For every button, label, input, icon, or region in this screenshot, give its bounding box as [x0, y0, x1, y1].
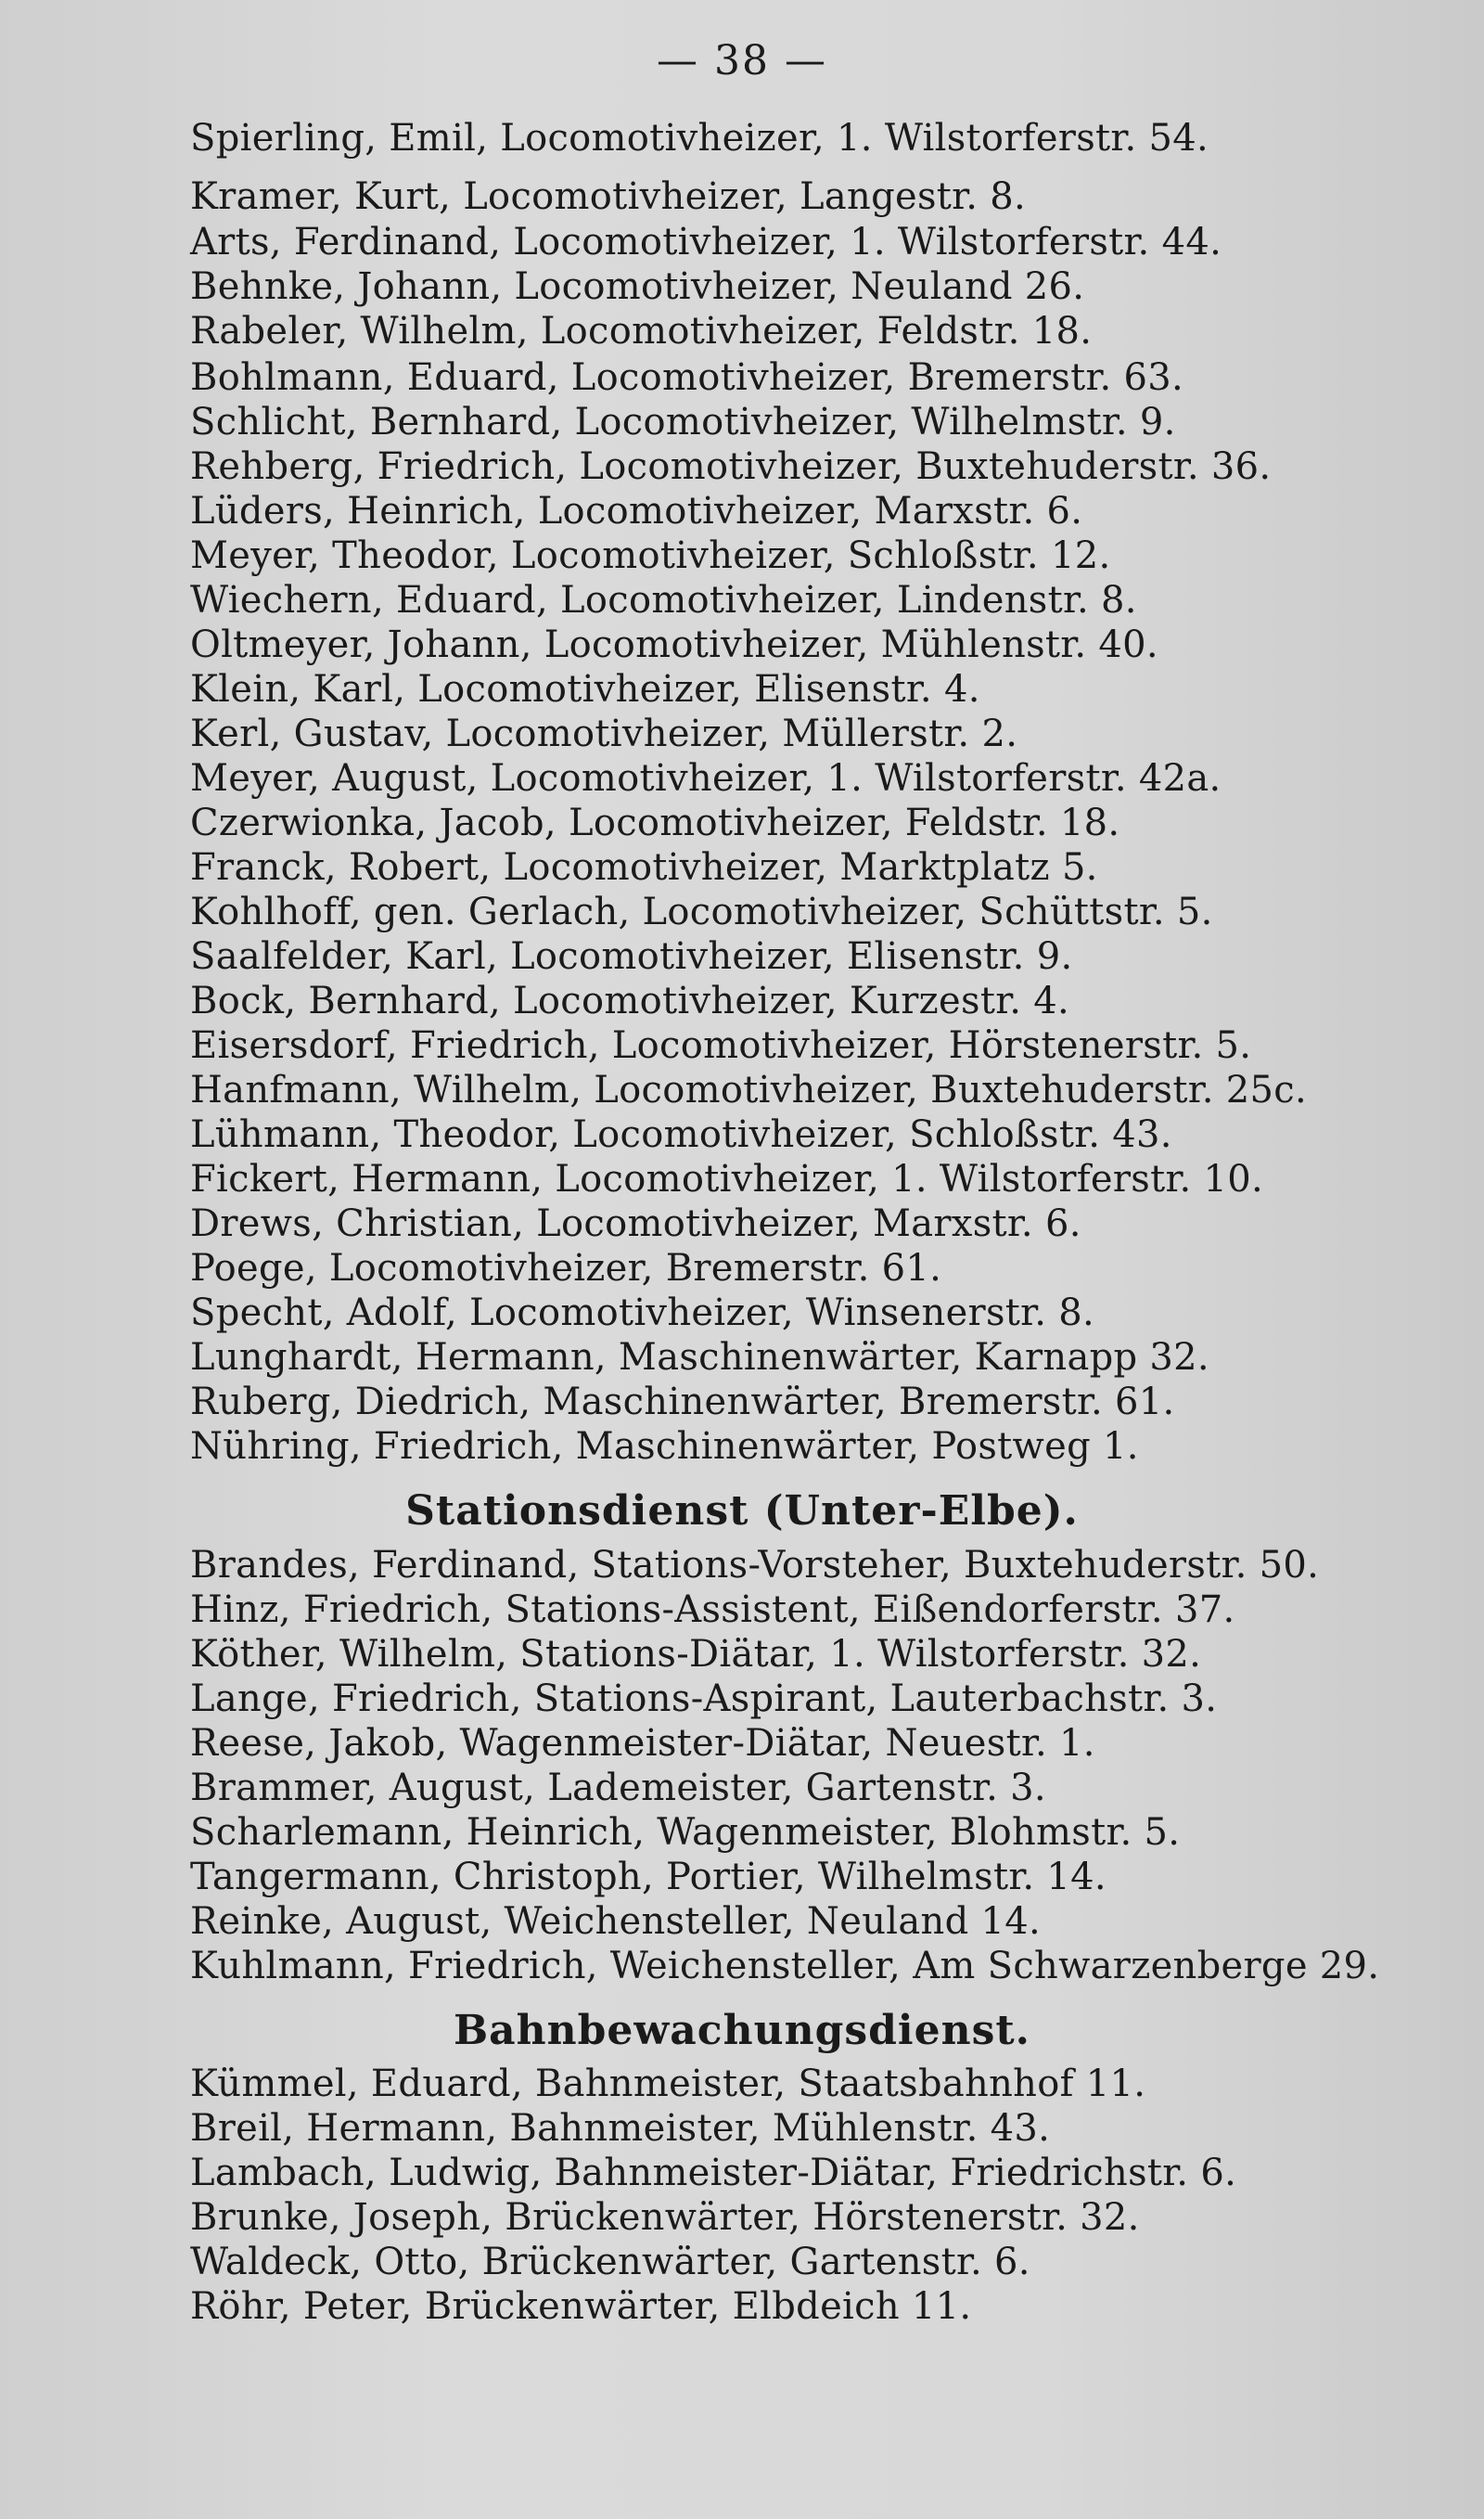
- list-item: Schlicht, Bernhard, Locomotivheizer, Wilhelmstr. 9.: [190, 401, 1176, 443]
- list-item: Meyer, August, Locomotivheizer, 1. Wilstorferstr. 42a.: [190, 757, 1222, 800]
- list-item: Fickert, Hermann, Locomotivheizer, 1. Wilstorferstr. 10.: [190, 1158, 1264, 1201]
- list-item: Hanfmann, Wilhelm, Locomotivheizer, Buxtehuderstr. 25c.: [190, 1069, 1307, 1112]
- list-item: Ruberg, Diedrich, Maschinenwärter, Bremerstr. 61.: [190, 1381, 1175, 1423]
- list-item: Bock, Bernhard, Locomotivheizer, Kurzestr. 4.: [190, 980, 1070, 1022]
- list-item: Kramer, Kurt, Locomotivheizer, Langestr. 8.: [190, 175, 1027, 218]
- list-item: Brunke, Joseph, Brückenwärter, Hörstenerstr. 32.: [190, 2196, 1140, 2239]
- list-item: Klein, Karl, Locomotivheizer, Elisenstr. 4.: [190, 668, 980, 711]
- list-item: Röhr, Peter, Brückenwärter, Elbdeich 11.: [190, 2285, 972, 2328]
- list-item: Köther, Wilhelm, Stations-Diätar, 1. Wilstorferstr. 32.: [190, 1633, 1202, 1676]
- list-item: Specht, Adolf, Locomotivheizer, Winsenerstr. 8.: [190, 1292, 1094, 1334]
- list-item: Czerwionka, Jacob, Locomotivheizer, Feldstr. 18.: [190, 802, 1120, 844]
- list-item: Kuhlmann, Friedrich, Weichensteller, Am Schwarzenberge 29.: [190, 1945, 1380, 1987]
- list-item: Kerl, Gustav, Locomotivheizer, Müllerstr. 2.: [190, 713, 1018, 755]
- list-item: Poege, Locomotivheizer, Bremerstr. 61.: [190, 1247, 942, 1290]
- list-item: Arts, Ferdinand, Locomotivheizer, 1. Wilstorferstr. 44.: [190, 221, 1222, 263]
- list-item: Eisersdorf, Friedrich, Locomotivheizer, Hörstenerstr. 5.: [190, 1024, 1252, 1067]
- list-item: Behnke, Johann, Locomotivheizer, Neuland 26.: [190, 265, 1085, 308]
- list-item: Wiechern, Eduard, Locomotivheizer, Lindenstr. 8.: [190, 579, 1137, 622]
- list-item: Breil, Hermann, Bahnmeister, Mühlenstr. 43.: [190, 2107, 1051, 2150]
- list-item: Brammer, August, Lademeister, Gartenstr. 3.: [190, 1767, 1046, 1809]
- list-item: Lüders, Heinrich, Locomotivheizer, Marxstr. 6.: [190, 490, 1083, 533]
- list-item: Tangermann, Christoph, Portier, Wilhelmstr. 14.: [190, 1856, 1107, 1898]
- list-item: Scharlemann, Heinrich, Wagenmeister, Blohmstr. 5.: [190, 1811, 1181, 1854]
- section-heading-stationsdienst: Stationsdienst (Unter-Elbe).: [405, 1487, 1079, 1535]
- list-item: Reese, Jakob, Wagenmeister-Diätar, Neuestr. 1.: [190, 1722, 1095, 1765]
- list-item: Spierling, Emil, Locomotivheizer, 1. Wilstorferstr. 54.: [190, 117, 1209, 160]
- list-item: Drews, Christian, Locomotivheizer, Marxstr. 6.: [190, 1202, 1081, 1245]
- list-item: Kohlhoff, gen. Gerlach, Locomotivheizer, Schüttstr. 5.: [190, 891, 1213, 933]
- list-item: Lühmann, Theodor, Locomotivheizer, Schloßstr. 43.: [190, 1113, 1172, 1156]
- list-item: Waldeck, Otto, Brückenwärter, Gartenstr. 6.: [190, 2241, 1030, 2283]
- list-item: Saalfelder, Karl, Locomotivheizer, Elisenstr. 9.: [190, 935, 1073, 978]
- list-item: Lambach, Ludwig, Bahnmeister-Diätar, Friedrichstr. 6.: [190, 2152, 1237, 2194]
- list-item: Hinz, Friedrich, Stations-Assistent, Eißendorferstr. 37.: [190, 1588, 1235, 1631]
- list-item: Bohlmann, Eduard, Locomotivheizer, Bremerstr. 63.: [190, 356, 1184, 399]
- list-item: Franck, Robert, Locomotivheizer, Marktplatz 5.: [190, 846, 1098, 889]
- page-number: — 38 —: [657, 37, 827, 84]
- list-item: Kümmel, Eduard, Bahnmeister, Staatsbahnhof 11.: [190, 2063, 1146, 2105]
- list-item: Rabeler, Wilhelm, Locomotivheizer, Feldstr. 18.: [190, 310, 1093, 353]
- section-heading-bahnbewachungsdienst: Bahnbewachungsdienst.: [453, 2007, 1030, 2054]
- list-item: Meyer, Theodor, Locomotivheizer, Schloßstr. 12.: [190, 534, 1111, 577]
- list-item: Oltmeyer, Johann, Locomotivheizer, Mühlenstr. 40.: [190, 623, 1158, 666]
- list-item: Nühring, Friedrich, Maschinenwärter, Postweg 1.: [190, 1425, 1139, 1468]
- list-item: Reinke, August, Weichensteller, Neuland 14.: [190, 1900, 1042, 1943]
- list-item: Rehberg, Friedrich, Locomotivheizer, Buxtehuderstr. 36.: [190, 445, 1272, 488]
- list-item: Brandes, Ferdinand, Stations-Vorsteher, Buxtehuderstr. 50.: [190, 1544, 1320, 1587]
- list-item: Lange, Friedrich, Stations-Aspirant, Lauterbachstr. 3.: [190, 1677, 1218, 1720]
- list-item: Lunghardt, Hermann, Maschinenwärter, Karnapp 32.: [190, 1336, 1209, 1379]
